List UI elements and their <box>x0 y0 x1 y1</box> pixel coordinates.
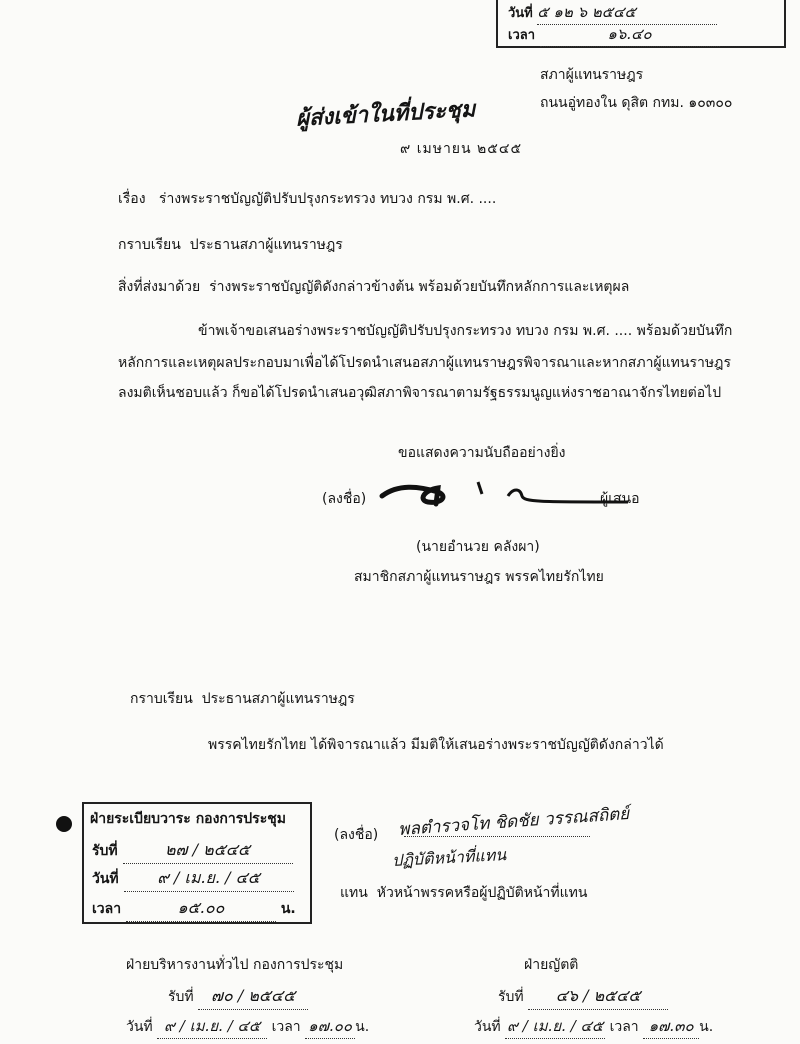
proposer-sign-label: (ลงชื่อ) <box>322 491 367 507</box>
registration-date-label: วันที่ <box>92 871 119 887</box>
general-admin-time-value: ๑๗.๐๐ <box>305 1014 355 1039</box>
general-admin-date-label: วันที่ <box>126 1019 153 1035</box>
general-admin-time-label: เวลา <box>271 1019 301 1035</box>
stamp-date-label: วันที่ <box>508 6 533 21</box>
registration-received-label: รับที่ <box>92 843 118 859</box>
enclosure-line <box>118 276 629 298</box>
registration-time-unit: น. <box>280 901 296 917</box>
second-salutation <box>130 688 355 710</box>
proposer-position: สมาชิกสภาผู้แทนราษฎร พรรคไทยรักไทย <box>354 569 604 585</box>
registration-received-value: ๒๗ / ๒๕๔๕ <box>123 838 293 864</box>
legal-section-title: ฝ่ายญัตติ <box>524 957 579 973</box>
proposer-role: ผู้เสนอ <box>600 491 640 507</box>
registration-date-value: ๙ / เม.ย. / ๔๕ <box>124 866 294 892</box>
enclosure-text: ร่างพระราชบัญญัติดังกล่าวข้างต้น พร้อมด้วยบันทึกหลักการและเหตุผล <box>209 279 630 295</box>
general-admin-received-row <box>168 984 308 1010</box>
second-salutation-label: กราบเรียน <box>130 691 193 707</box>
legal-time-value: ๑๗.๓๐ <box>643 1014 699 1039</box>
sender-address-line2: ถนนอู่ทองใน ดุสิต กทม. ๑๐๓๐๐ <box>540 95 733 111</box>
registration-time-row <box>92 896 296 922</box>
proposer-signature-image <box>378 474 628 514</box>
subject-text: ร่างพระราชบัญญัติปรับปรุงกระทรวง ทบวง กรม พ.ศ. .... <box>158 191 497 207</box>
general-admin-received-label: รับที่ <box>168 989 194 1005</box>
enclosure-label: สิ่งที่ส่งมาด้วย <box>118 279 201 295</box>
handwritten-note: ผู้ส่งเข้าในที่ประชุม <box>295 96 476 132</box>
party-role-line <box>340 882 587 904</box>
subject-label: เรื่อง <box>118 191 146 207</box>
legal-received-value: ๔๖ / ๒๕๔๕ <box>528 984 668 1010</box>
top-received-stamp <box>496 0 786 48</box>
body-line-2: หลักการและเหตุผลประกอบมาเพื่อได้โปรดนำเสนอสภาผู้แทนราษฎรพิจารณาและหากสภาผู้แทนราษฎร <box>118 355 731 371</box>
party-handwritten-name: พลตำรวจโท ชิดชัย วรรณสถิตย์ <box>397 803 630 841</box>
legal-date-value: ๙ / เม.ย. / ๔๕ <box>505 1014 605 1039</box>
stamp-time-value: ๑๖.๔๐ <box>540 22 720 47</box>
registration-date-row <box>92 866 294 892</box>
registration-time-label: เวลา <box>92 901 122 917</box>
legal-date-row <box>474 1014 713 1039</box>
second-salutation-text: ประธานสภาผู้แทนราษฎร <box>201 691 355 707</box>
bullet-dot <box>56 816 72 832</box>
registration-stamp <box>82 802 312 924</box>
closing-text: ขอแสดงความนับถืออย่างยิ่ง <box>398 445 566 461</box>
party-sign-dotline <box>404 836 590 837</box>
general-admin-time-unit: น. <box>355 1019 370 1035</box>
party-handwritten-role: ปฏิบัติหน้าที่แทน <box>391 845 507 870</box>
party-sign-label: (ลงชื่อ) <box>334 827 379 843</box>
body-line-3: ลงมติเห็นชอบแล้ว ก็ขอได้โปรดนำเสนอวุฒิสภาพิจารณาตามรัฐธรรมนูญแห่งราชอาณาจักรไทยต่อไป <box>118 385 722 401</box>
registration-received-row <box>92 838 293 864</box>
general-admin-date-row <box>126 1014 369 1039</box>
salutation-line <box>118 234 343 256</box>
party-role-text: หัวหน้าพรรคหรือผู้ปฏิบัติหน้าที่แทน <box>376 885 588 901</box>
proposer-name: (นายอำนวย คลังผา) <box>416 539 540 555</box>
subject-line <box>118 188 496 210</box>
salutation-text: ประธานสภาผู้แทนราษฎร <box>189 237 343 253</box>
stamp-date-value: ๕ ๑๒ ๖ ๒๕๔๕ <box>537 0 717 25</box>
registration-time-value: ๑๕.๐๐ <box>126 896 276 922</box>
legal-time-unit: น. <box>699 1019 714 1035</box>
general-admin-date-value: ๙ / เม.ย. / ๔๕ <box>157 1014 267 1039</box>
general-admin-title: ฝ่ายบริหารงานทั่วไป กองการประชุม <box>126 957 344 973</box>
legal-received-row <box>498 984 668 1010</box>
party-endorsement: พรรคไทยรักไทย ได้พิจารณาแล้ว มีมติให้เสนอร่างพระราชบัญญัติดังกล่าวได้ <box>208 737 664 753</box>
legal-date-label: วันที่ <box>474 1019 501 1035</box>
letter-date: ๙ เมษายน ๒๕๔๕ <box>400 141 523 157</box>
registration-stamp-title: ฝ่ายระเบียบวาระ กองการประชุม <box>90 811 286 827</box>
general-admin-received-value: ๗๐ / ๒๕๔๕ <box>198 984 308 1010</box>
salutation-label: กราบเรียน <box>118 237 181 253</box>
stamp-time-label: เวลา <box>508 28 536 43</box>
body-line-1: ข้าพเจ้าขอเสนอร่างพระราชบัญญัติปรับปรุงกระทรวง ทบวง กรม พ.ศ. .... พร้อมด้วยบันทึก <box>198 323 733 339</box>
legal-received-label: รับที่ <box>498 989 524 1005</box>
legal-time-label: เวลา <box>609 1019 639 1035</box>
sender-address-line1: สภาผู้แทนราษฎร <box>540 67 644 83</box>
party-role-prefix: แทน <box>340 885 368 901</box>
